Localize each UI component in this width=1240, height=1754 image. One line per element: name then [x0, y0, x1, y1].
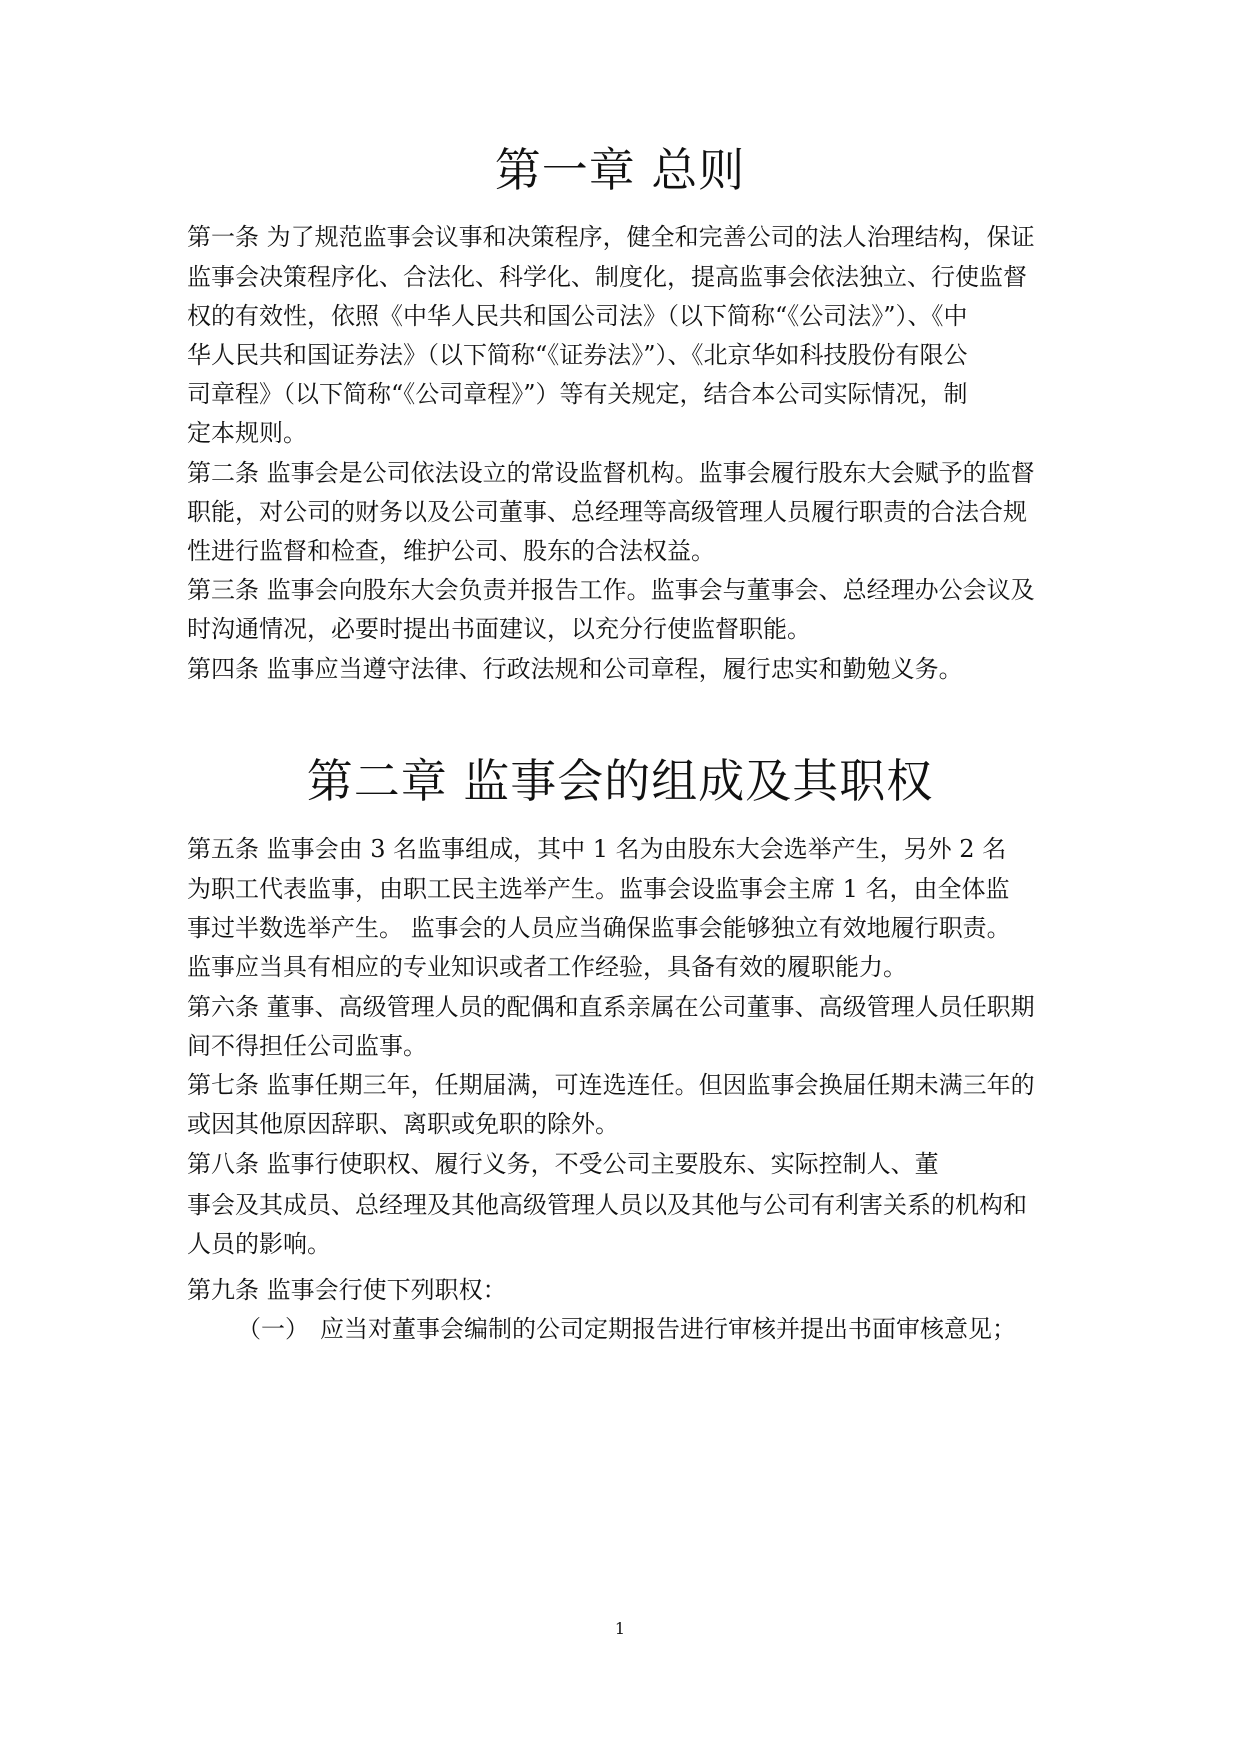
chapter-1-line: 第二条 监事会是公司依法设立的常设监督机构。监事会履行股东大会赋予的监督 — [187, 459, 1035, 487]
chapter-2-line: 第七条 监事任期三年，任期届满，可连选连任。但因监事会换届任期未满三年的 — [187, 1071, 1035, 1099]
chapter-2-line: 间不得担任公司监事。 — [187, 1032, 427, 1060]
chapter-1-line: 司章程》（以下简称“《公司章程》”）等有关规定，结合本公司实际情况，制 — [187, 380, 968, 408]
chapter-2-line: 或因其他原因辞职、离职或免职的除外。 — [187, 1110, 619, 1138]
chapter-2-line: 监事应当具有相应的专业知识或者工作经验，具备有效的履职能力。 — [187, 953, 907, 981]
chapter-1-line: 第三条 监事会向股东大会负责并报告工作。监事会与董事会、总经理办公会议及 — [187, 576, 1035, 604]
chapter-1-line: 监事会决策程序化、合法化、科学化、制度化，提高监事会依法独立、行使监督 — [187, 263, 1027, 291]
list-item-text: 应当对董事会编制的公司定期报告进行审核并提出书面审核意见； — [320, 1315, 1016, 1343]
chapter-2-line: 第九条 监事会行使下列职权： — [187, 1276, 507, 1304]
chapter-1-title: 第一章 总则 — [494, 143, 746, 197]
chapter-2-line: 人员的影响。 — [187, 1230, 331, 1258]
chapter-2-title: 第二章 监事会的组成及其职权 — [306, 754, 934, 808]
chapter-2-line: 事过半数选举产生。 监事会的人员应当确保监事会能够独立有效地履行职责。 — [187, 914, 1011, 942]
chapter-1-line: 定本规则。 — [187, 419, 307, 447]
chapter-1-line: 权的有效性，依照《中华人民共和国公司法》（以下简称“《公司法》”）、《中 — [187, 302, 968, 330]
chapter-1-line: 华人民共和国证券法》（以下简称“《证券法》”）、《北京华如科技股份有限公 — [187, 341, 968, 369]
chapter-1-line: 第一条 为了规范监事会议事和决策程序，健全和完善公司的法人治理结构，保证 — [187, 223, 1035, 251]
chapter-2-line: 第八条 监事行使职权、履行义务，不受公司主要股东、实际控制人、董 — [187, 1150, 939, 1178]
page-number: 1 — [614, 1619, 626, 1638]
chapter-2-line: 为职工代表监事，由职工民主选举产生。监事会设监事会主席 1 名，由全体监 — [187, 875, 1010, 903]
list-item-marker: （一） — [237, 1315, 309, 1343]
chapter-1-line: 第四条 监事应当遵守法律、行政法规和公司章程，履行忠实和勤勉义务。 — [187, 655, 963, 683]
chapter-2-line: 事会及其成员、总经理及其他高级管理人员以及其他与公司有利害关系的机构和 — [187, 1191, 1027, 1219]
chapter-1-line: 时沟通情况，必要时提出书面建议，以充分行使监督职能。 — [187, 615, 811, 643]
chapter-2-line: 第六条 董事、高级管理人员的配偶和直系亲属在公司董事、高级管理人员任职期 — [187, 993, 1035, 1021]
chapter-2-line: 第五条 监事会由 3 名监事组成，其中 1 名为由股东大会选举产生，另外 2 名 — [187, 835, 1007, 863]
chapter-1-line: 职能，对公司的财务以及公司董事、总经理等高级管理人员履行职责的合法合规 — [187, 498, 1027, 526]
chapter-1-line: 性进行监督和检查，维护公司、股东的合法权益。 — [187, 537, 715, 565]
